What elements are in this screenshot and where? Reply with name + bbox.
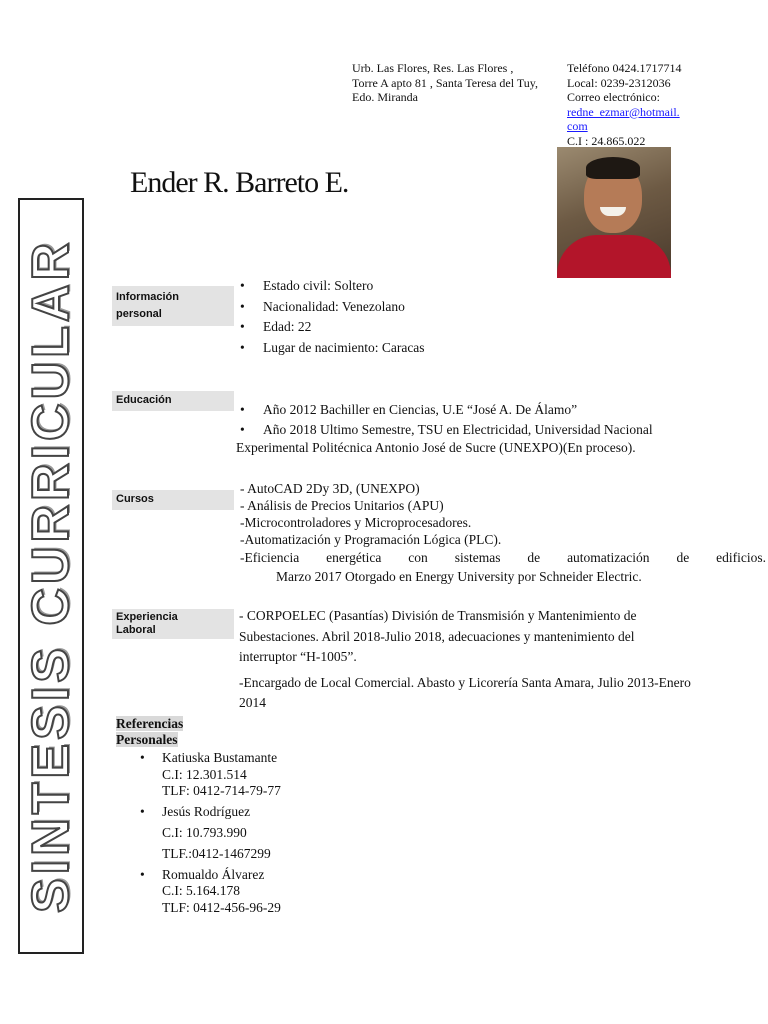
email-link-part1[interactable]: redne_ezmar@hotmail.	[567, 104, 680, 119]
list-item: • Nacionalidad: Venezolano	[236, 297, 425, 318]
sidebar-title: SINTESIS CURRICULAR	[22, 238, 80, 914]
label-line: Experiencia	[116, 611, 178, 623]
photo-hair	[586, 157, 640, 179]
address-line: Edo. Miranda	[352, 90, 418, 104]
candidate-name: Ender R. Barreto E.	[130, 166, 349, 199]
address-line: Torre A apto 81 , Santa Teresa del Tuy,	[352, 75, 538, 90]
course-line: - AutoCAD 2Dy 3D, (UNEXPO)	[240, 481, 420, 496]
bullet-icon: •	[140, 866, 145, 882]
address-line: Urb. Las Flores, Res. Las Flores ,	[352, 61, 514, 75]
list-item: • Lugar de nacimiento: Caracas	[236, 338, 425, 359]
experience-line: -Encargado de Local Comercial. Abasto y Licorería Santa Amara, Julio 2013-Enero	[239, 674, 691, 690]
reference-entry	[116, 750, 281, 800]
profile-photo	[557, 147, 671, 278]
experience-list	[239, 606, 765, 714]
reference-phone: TLF.:0412-1467299	[162, 845, 271, 861]
course-line: -Eficiencia energética con sistemas de automatización de edificios.	[240, 550, 766, 565]
section-label-education	[112, 391, 234, 411]
experience-line: Subestaciones. Abril 2018-Julio 2018, adecuaciones y mantenimiento del	[239, 628, 635, 644]
bullet-icon: •	[140, 750, 145, 765]
photo-shirt	[557, 235, 671, 278]
education-list	[236, 401, 716, 457]
list-item: • Año 2018 Ultimo Semestre, TSU en Electricidad, Universidad Nacional	[240, 422, 653, 437]
email-link-part2[interactable]: com	[567, 119, 588, 133]
reference-entry	[116, 801, 281, 864]
list-item-continuation: Experimental Politécnica Antonio José de Sucre (UNEXPO)(En proceso).	[236, 440, 636, 455]
email-label: Correo electrónico:	[567, 90, 660, 104]
label-line: Educación	[116, 394, 172, 406]
list-item-text: Año 2018 Ultimo Semestre, TSU en Electricidad, Universidad Nacional	[263, 422, 653, 437]
list-item: • Estado civil: Soltero	[236, 276, 425, 297]
personal-info-list	[236, 276, 425, 358]
course-line: -Automatización y Programación Lógica (PLC).	[240, 532, 502, 547]
phone-local: Local: 0239-2312036	[567, 75, 671, 90]
course-line: -Microcontroladores y Microprocesadores.	[240, 515, 472, 530]
courses-list	[240, 480, 766, 585]
reference-phone: TLF: 0412-714-79-77	[162, 783, 281, 798]
sidebar-title-box	[18, 198, 84, 954]
experience-line: 2014	[239, 695, 266, 710]
experience-line: interruptor “H-1005”.	[239, 649, 357, 664]
experience-line: - CORPOELEC (Pasantías) División de Transmisión y Mantenimiento de	[239, 608, 637, 623]
references-section	[116, 716, 281, 916]
section-label-experience	[112, 609, 234, 639]
phone-mobile: Teléfono 0424.1717714	[567, 61, 682, 75]
reference-phone: TLF: 0412-456-96-29	[162, 899, 281, 915]
reference-name: Katiuska Bustamante	[162, 750, 278, 765]
address-block	[352, 61, 538, 105]
references-heading-line: Personales	[116, 732, 178, 747]
reference-name: Romualdo Álvarez	[162, 866, 265, 882]
id-number: C.I : 24.865.022	[567, 133, 646, 148]
reference-name: Jesús Rodríguez	[162, 803, 251, 819]
bullet-icon: •	[140, 803, 145, 819]
section-label-personal	[112, 286, 234, 326]
course-line: Marzo 2017 Otorgado en Energy University por Schneider Electric.	[276, 569, 642, 584]
contact-info	[567, 61, 681, 148]
list-item: • Edad: 22	[236, 317, 425, 338]
references-heading	[116, 716, 281, 748]
reference-id: C.I: 5.164.178	[162, 883, 241, 898]
label-line: personal	[116, 308, 162, 320]
reference-id: C.I: 10.793.990	[162, 824, 247, 840]
reference-entry	[116, 867, 281, 917]
references-heading-line: Referencias	[116, 716, 184, 731]
section-label-courses	[112, 490, 234, 510]
course-line: - Análisis de Precios Unitarios (APU)	[240, 498, 444, 513]
reference-id: C.I: 12.301.514	[162, 766, 247, 782]
label-line: Laboral	[116, 624, 156, 636]
label-line: Información	[116, 291, 179, 303]
list-item: • Año 2012 Bachiller en Ciencias, U.E “José A. De Álamo”	[236, 401, 716, 419]
label-line: Cursos	[116, 493, 154, 505]
